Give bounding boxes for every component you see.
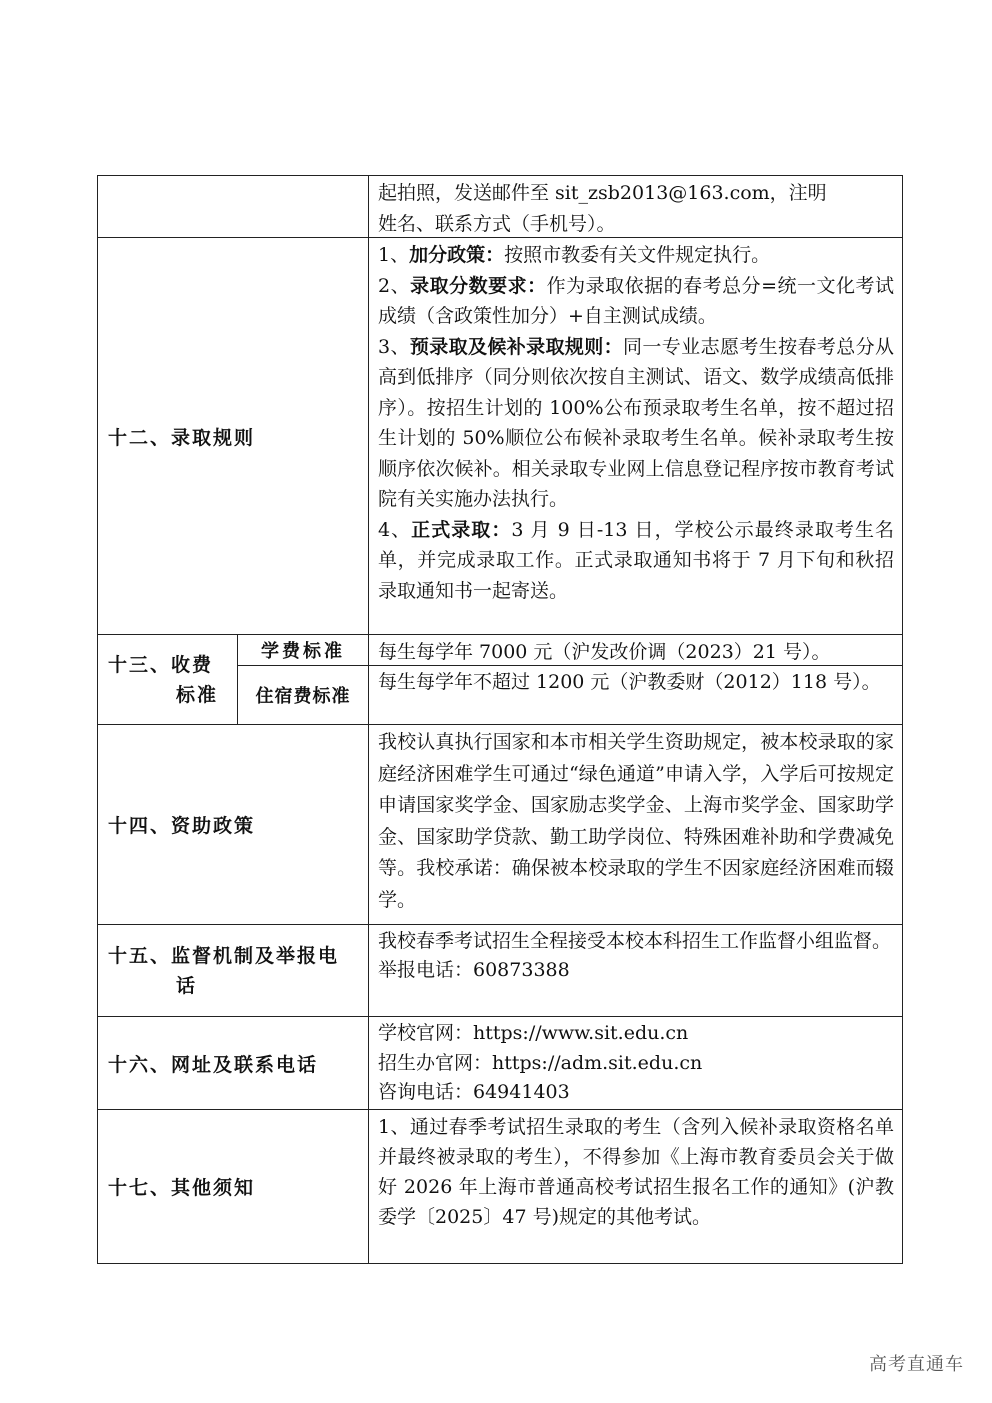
- other-notes-text: 1、通过春季考试招生录取的考生（含列入候补录取资格名单并最终被录取的考生），不得参加《上海市教育委员会关于做好 2026 年上海市普通高校考试招生报名工作的通知》(沪教委学〔2025〕47 号)规定的其他考试。: [378, 1116, 894, 1228]
- financial-aid-text: 我校认真执行国家和本市相关学生资助规定，被本校录取的家庭经济困难学生可通过“绿色通道”申请入学，入学后可按规定申请国家奖学金、国家励志奖学金、上海市奖学金、国家助学金、国家助学贷款、勤工助学岗位、特殊困难补助和学费减免等。我校承诺：确保被本校录取的学生不因家庭经济困难而辍学。: [378, 731, 894, 911]
- supervision-label: 十五、监督机制及举报电 话: [98, 925, 369, 1017]
- rule-item-3: 3、预录取及候补录取规则：同一专业志愿考生按春考总分从高到低排序（同分则依次按自主测试、语文、数学成绩高低排序）。按招生计划的 100%公布预录取考生名单，按不超过招生计划的 50%顺位公布候补录取考生名单。候补录取考生按顺序依次候补。相关录取专业网上信息登记程序按市教育考试院有关实施办法执行。: [378, 335, 894, 510]
- other-notes-label: 十七、其他须知: [98, 1110, 369, 1264]
- tuition-label: 学费标准: [238, 635, 369, 666]
- rule-item-1: 1、加分政策：按照市教委有关文件规定执行。: [378, 244, 771, 266]
- supervision-content: [369, 925, 902, 1016]
- row-other-notes: [98, 1110, 903, 1264]
- row-supervision: [98, 925, 903, 1017]
- contact-label: 十六、网址及联系电话: [98, 1017, 369, 1110]
- admission-table: [97, 175, 903, 1264]
- admission-rules-label: 十二、录取规则: [98, 238, 369, 635]
- row-financial-aid: [98, 725, 903, 925]
- admission-rules-content: [369, 238, 902, 634]
- dorm-label: 住宿费标准: [238, 666, 369, 725]
- consult-phone: 咨询电话：64941403: [378, 1081, 570, 1103]
- watermark-text: 高考直通车: [869, 1354, 964, 1375]
- dorm-text: 每生每学年不超过 1200 元（沪教委财（2012）118 号）。: [378, 671, 881, 693]
- row-photo-continuation: [98, 176, 903, 238]
- rule-item-2: 2、录取分数要求：作为录取依据的春考总分=统一文化考试成绩（含政策性加分）+自主测试成绩。: [378, 274, 894, 327]
- photo-line-2: 姓名、联系方式（手机号）。: [378, 212, 616, 235]
- fee-standard-label: 十三、收费 标准: [98, 635, 238, 725]
- tuition-text: 每生每学年 7000 元（沪发改价调（2023）21 号）。: [378, 641, 831, 663]
- rule-item-4: 4、正式录取：3 月 9 日-13 日，学校公示最终录取考生名单，并完成录取工作。正式录取通知书将于 7 月下旬和秋招录取通知书一起寄送。: [378, 518, 894, 602]
- photo-line-1: 起拍照，发送邮件至 sit_zsb2013@163.com，注明: [378, 182, 827, 204]
- contact-content: [369, 1017, 902, 1109]
- row-admission-rules: [98, 238, 903, 635]
- school-website[interactable]: 学校官网：https://www.sit.edu.cn: [378, 1022, 689, 1044]
- report-phone: 举报电话：60873388: [378, 959, 570, 981]
- supervision-text: 我校春季考试招生全程接受本校本科招生工作监督小组监督。: [378, 930, 892, 952]
- row-contact: [98, 1017, 903, 1110]
- row-fee-tuition: [98, 635, 903, 666]
- photo-instruction: [369, 176, 902, 237]
- financial-aid-label: 十四、资助政策: [98, 725, 369, 925]
- empty-label-cell: [98, 176, 369, 238]
- admission-website[interactable]: 招生办官网：https://adm.sit.edu.cn: [378, 1051, 703, 1074]
